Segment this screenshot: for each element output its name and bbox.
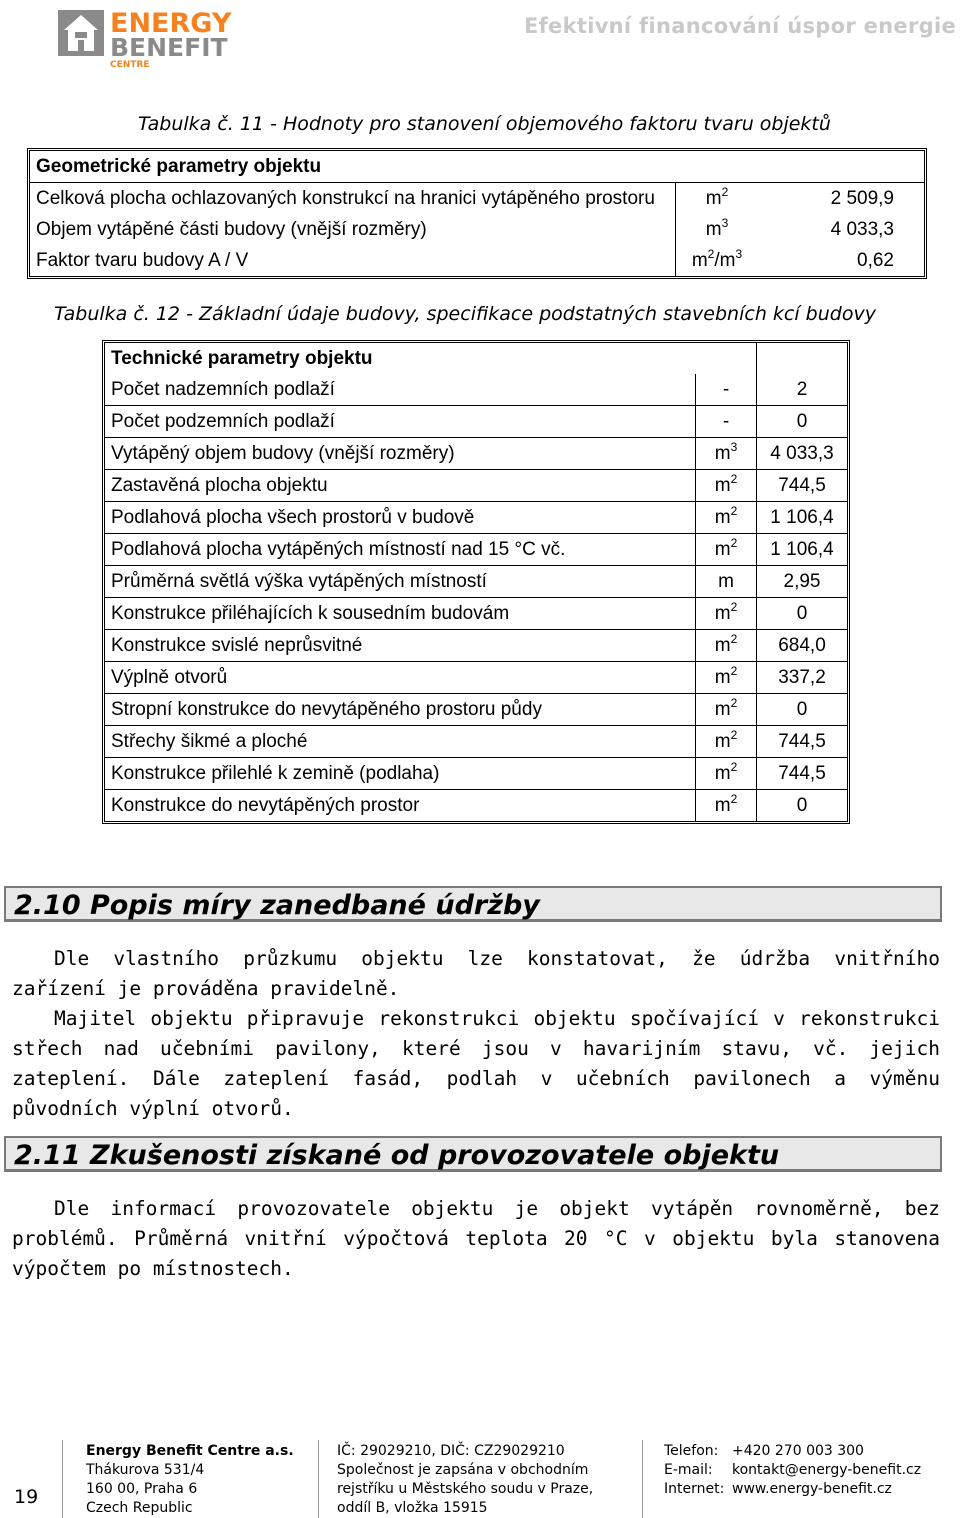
row-label: Faktor tvaru budovy A / V bbox=[36, 250, 249, 271]
row-label: Střechy šikmé a ploché bbox=[105, 726, 695, 758]
footer-divider bbox=[62, 1440, 63, 1518]
row-unit: $m^2$ bbox=[695, 694, 756, 726]
table-row bbox=[105, 758, 847, 790]
row-unit: - bbox=[695, 406, 756, 438]
section-title: Popis míry zanedbané údržby bbox=[90, 890, 540, 921]
row-label: Výplně otvorů bbox=[105, 662, 695, 694]
row-label: Vytápěný objem budovy (vnější rozměry) bbox=[105, 438, 695, 470]
email-label: E-mail: bbox=[664, 1462, 713, 1478]
address-country: Czech Republic bbox=[86, 1500, 193, 1516]
row-value: 4 033,3 bbox=[756, 438, 847, 470]
section-2-10-heading bbox=[4, 886, 942, 922]
house-icon bbox=[58, 10, 104, 56]
row-unit: m bbox=[695, 566, 756, 598]
table-row bbox=[105, 502, 847, 534]
row-unit: $m^2$ bbox=[695, 502, 756, 534]
table-row bbox=[105, 598, 847, 630]
row-value: 1 106,4 bbox=[756, 534, 847, 566]
table12 bbox=[102, 340, 850, 824]
table-row bbox=[30, 214, 924, 245]
row-label: Konstrukce přilehlé k zemině (podlaha) bbox=[105, 758, 695, 790]
phone-label: Telefon: bbox=[664, 1443, 719, 1459]
row-label: Stropní konstrukce do nevytápěného prostoru půdy bbox=[105, 694, 695, 726]
table-row bbox=[105, 630, 847, 662]
row-unit: $m^2$ bbox=[695, 534, 756, 566]
table-row bbox=[105, 438, 847, 470]
section-title: Zkušenosti získané od provozovatele objektu bbox=[90, 1140, 780, 1171]
row-unit: $m^2$ bbox=[695, 598, 756, 630]
table11-caption: Tabulka č. 11 - Hodnoty pro stanovení objemového faktoru tvaru objektů bbox=[138, 113, 831, 135]
row-value: 2 509,9 bbox=[830, 188, 894, 209]
section-2-11-body bbox=[12, 1194, 940, 1284]
registration-line: Společnost je zapsána v obchodním bbox=[337, 1462, 589, 1478]
row-value: 744,5 bbox=[756, 758, 847, 790]
company-ids: IČ: 29029210, DIČ: CZ29029210 bbox=[337, 1443, 565, 1459]
footer-registration bbox=[337, 1442, 593, 1518]
row-unit: $m^2$ bbox=[675, 183, 758, 214]
web-link[interactable]: www.energy-benefit.cz bbox=[732, 1481, 892, 1497]
logo-energy-text: ENERGY bbox=[110, 8, 232, 39]
row-value: 744,5 bbox=[756, 470, 847, 502]
row-unit: $m^2$ bbox=[695, 662, 756, 694]
web-label: Internet: bbox=[664, 1481, 725, 1497]
row-value: 0 bbox=[756, 598, 847, 630]
row-value: 684,0 bbox=[756, 630, 847, 662]
table-row bbox=[105, 566, 847, 598]
logo-centre-text: CENTRE bbox=[110, 60, 150, 70]
row-label: Objem vytápěné části budovy (vnější rozměry) bbox=[36, 219, 427, 240]
row-label: Podlahová plocha všech prostorů v budově bbox=[105, 502, 695, 534]
company-name: Energy Benefit Centre a.s. bbox=[86, 1443, 294, 1459]
table-row bbox=[105, 470, 847, 502]
row-label: Počet podzemních podlaží bbox=[105, 406, 695, 438]
row-unit: $m^2$ bbox=[695, 790, 756, 821]
section-number: 2.11 bbox=[14, 1140, 81, 1171]
row-label: Průměrná světlá výška vytápěných místností bbox=[105, 566, 695, 598]
row-value: 2 bbox=[756, 374, 847, 406]
row-unit: $m^2$ bbox=[695, 726, 756, 758]
header-tagline: Efektivní financování úspor energie bbox=[523, 14, 956, 38]
footer-divider bbox=[642, 1440, 643, 1518]
row-value: 0 bbox=[756, 406, 847, 438]
row-value: 4 033,3 bbox=[830, 219, 894, 240]
row-value: 337,2 bbox=[756, 662, 847, 694]
table11-heading: Geometrické parametry objektu bbox=[30, 151, 924, 183]
logo-benefit-text: BENEFIT bbox=[110, 33, 228, 62]
row-value: 1 106,4 bbox=[756, 502, 847, 534]
table-row bbox=[105, 374, 847, 406]
row-label: Konstrukce do nevytápěných prostor bbox=[111, 795, 420, 816]
row-label: Celková plocha ochlazovaných konstrukcí na hranici vytápěného prostoru bbox=[36, 188, 655, 209]
row-label: Konstrukce svislé neprůsvitné bbox=[105, 630, 695, 662]
table-row bbox=[105, 726, 847, 758]
row-unit: $m^2$ bbox=[695, 630, 756, 662]
paragraph: Majitel objektu připravuje rekonstrukci objektu spočívající v rekonstrukci střech nad učebními pavilony, které jsou v havarijním stavu, vč. jejich zateplení. Dále zateplení fasád, podlah v učebních pavilonech a výměnu původních výplní otvorů. bbox=[12, 1007, 940, 1120]
section-2-11-heading bbox=[4, 1136, 942, 1172]
email-link[interactable]: kontakt@energy-benefit.cz bbox=[732, 1462, 922, 1478]
table-row bbox=[105, 534, 847, 566]
footer-divider bbox=[318, 1440, 319, 1518]
row-label: Konstrukce přiléhajících k sousedním budovám bbox=[105, 598, 695, 630]
row-unit: $m^2$ bbox=[695, 470, 756, 502]
row-value: 744,5 bbox=[756, 726, 847, 758]
section-2-10-body bbox=[12, 944, 940, 1124]
page-footer bbox=[0, 1436, 960, 1518]
row-value: 0,62 bbox=[857, 250, 894, 271]
row-label: Zastavěná plocha objektu bbox=[105, 470, 695, 502]
row-unit: $m^3$ bbox=[695, 438, 756, 470]
table-row bbox=[30, 245, 924, 276]
company-logo bbox=[56, 6, 256, 70]
row-unit: $m^3$ bbox=[675, 214, 758, 245]
table-row bbox=[105, 662, 847, 694]
phone-value: +420 270 003 300 bbox=[732, 1443, 864, 1459]
registration-line: rejstříku u Městského soudu v Praze, bbox=[337, 1481, 594, 1497]
table-row bbox=[30, 183, 924, 214]
address-line: Thákurova 531/4 bbox=[86, 1462, 205, 1478]
row-value: 0 bbox=[756, 694, 847, 726]
row-label: Počet nadzemních podlaží bbox=[105, 374, 695, 406]
footer-contacts bbox=[664, 1442, 921, 1499]
footer-company bbox=[86, 1442, 294, 1518]
row-value: 0 bbox=[756, 790, 847, 821]
heading-empty-cell bbox=[756, 343, 847, 374]
table12-heading: Technické parametry objektu bbox=[111, 348, 373, 369]
table-row bbox=[105, 694, 847, 726]
row-label: Podlahová plocha vytápěných místností nad 15 °C vč. bbox=[105, 534, 695, 566]
row-value: 2,95 bbox=[756, 566, 847, 598]
section-number: 2.10 bbox=[14, 890, 81, 921]
paragraph: Dle vlastního průzkumu objektu lze konstatovat, že údržba vnitřního zařízení je prováděna pravidelně. bbox=[12, 947, 940, 1000]
page-number: 19 bbox=[14, 1486, 39, 1508]
table-row bbox=[105, 790, 847, 821]
paragraph: Dle informací provozovatele objektu je objekt vytápěn rovnoměrně, bez problémů. Průměrná vnitřní výpočtová teplota 20 °C v objektu byla stanovena výpočtem po místnostech. bbox=[12, 1197, 940, 1280]
row-unit: - bbox=[695, 374, 756, 406]
address-line: 160 00, Praha 6 bbox=[86, 1481, 198, 1497]
registration-line: oddíl B, vložka 15915 bbox=[337, 1500, 488, 1516]
table11 bbox=[27, 148, 927, 279]
table-row bbox=[105, 406, 847, 438]
row-unit: $m^2/m^3$ bbox=[675, 245, 758, 276]
table12-caption: Tabulka č. 12 - Základní údaje budovy, specifikace podstatných stavebních kcí budovy bbox=[54, 303, 876, 325]
row-unit: $m^2$ bbox=[695, 758, 756, 790]
